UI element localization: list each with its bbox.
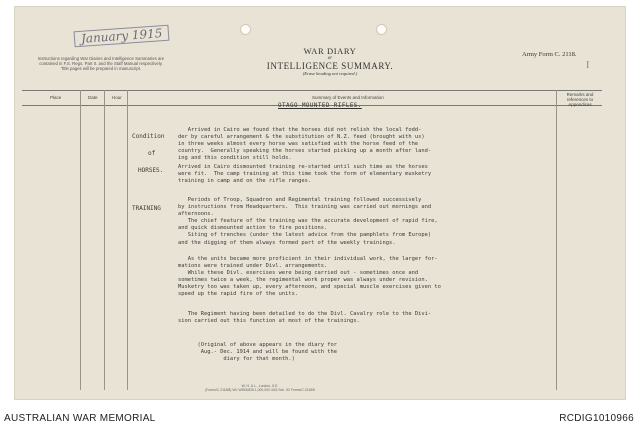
- paragraph-cavalry-role: The Regiment having been detailed to do the Divl. Cavalry role to the Divi- sion carried out this function at most of the trainings.: [178, 311, 432, 325]
- paragraph-horses: Arrived in Cairo we found that the horses did not relish the local fodd- der by careful arrangement & the substitution of N.Z. feed (brought with us) in three weeks almost every horse was satisfied with the horse feed of the country. Generally speaking the horses started picking up a month after land- ing and this condition still holds.: [178, 127, 432, 162]
- punch-hole: [240, 24, 251, 35]
- margin-condition: Condition: [132, 133, 165, 140]
- paragraph-original-note: (Original of above appears in the diary for Aug.- Dec. 1914 and will be found with the diary for that month.): [197, 342, 338, 363]
- col-place: Place: [50, 95, 62, 100]
- title-or: or: [327, 56, 333, 61]
- title-intelligence-summary: INTELLIGENCE SUMMARY.: [266, 61, 394, 71]
- col-hour: Hour: [112, 95, 122, 100]
- margin-of: of: [148, 150, 156, 157]
- title-war-diary: WAR DIARY: [303, 46, 357, 56]
- col-summary: Summary of Events and Information: [312, 95, 384, 100]
- paragraph-dismounted: Arrived in Cairo dismounted training re-started until such time as the horses were fit. The camp training at this time took the form of elementary musketry training in camp and on the rifle ranges.: [178, 164, 432, 185]
- footer-institution: AUSTRALIAN WAR MEMORIAL: [4, 413, 156, 424]
- punch-hole: [376, 24, 387, 35]
- margin-training: TRAINING: [132, 205, 161, 212]
- col-remarks: Remarks and references to Appendices: [566, 92, 594, 107]
- title-erase-note: (Erase heading not required.): [302, 71, 358, 76]
- column-divider: [127, 90, 128, 390]
- form-number: Army Form C. 2118.: [522, 51, 577, 58]
- instructions-note: Instructions regarding War Diaries and Intelligence Summaries are contained in F.S. Regs. Part II. and the Staff Manual respectively. Title pages will be prepared in manuscript.: [37, 56, 165, 72]
- section-heading: OTAGO MOUNTED RIFLES.: [278, 103, 362, 109]
- pencil-mark: I: [586, 60, 590, 71]
- footer-record-id: RCDIG1010966: [559, 413, 634, 424]
- paragraph-divisional: As the units became more proficient in their individual work, the larger for- mations were trained under Divl. arrangements. While these Divl. exercises were being carried out - sometimes once and sometimes twice a week, the regimental work proper was always under revision. Musketry too was taken up, every afternoon, and special muscle exercises given to speed up the rapid fire of the units.: [178, 256, 441, 298]
- title-block: [250, 46, 410, 76]
- col-date: Date: [88, 95, 98, 100]
- column-divider: [80, 90, 81, 390]
- handwritten-date: January 1915: [74, 25, 170, 48]
- margin-horses: HORSES.: [138, 167, 164, 174]
- printer-imprint: W. H. & L., London, S.E. (Forms/C.2118/8) Wt. W593/826 1,000,000 4/15 Sch. 52 Forms/C.2118/8: [205, 384, 315, 393]
- paragraph-training: Periods of Troop, Squadron and Regimental training followed successively by instructions from Headquarters. This training was carried out mornings and afternoons. The chief feature of the training was the accurate development of rapid fire, and quick dismounted action to fire positions. Siting of trenches (under the latest advice from the pamphlets from Europe) and the digging of them always formed part of the weekly trainings.: [178, 197, 438, 246]
- column-divider: [104, 90, 105, 390]
